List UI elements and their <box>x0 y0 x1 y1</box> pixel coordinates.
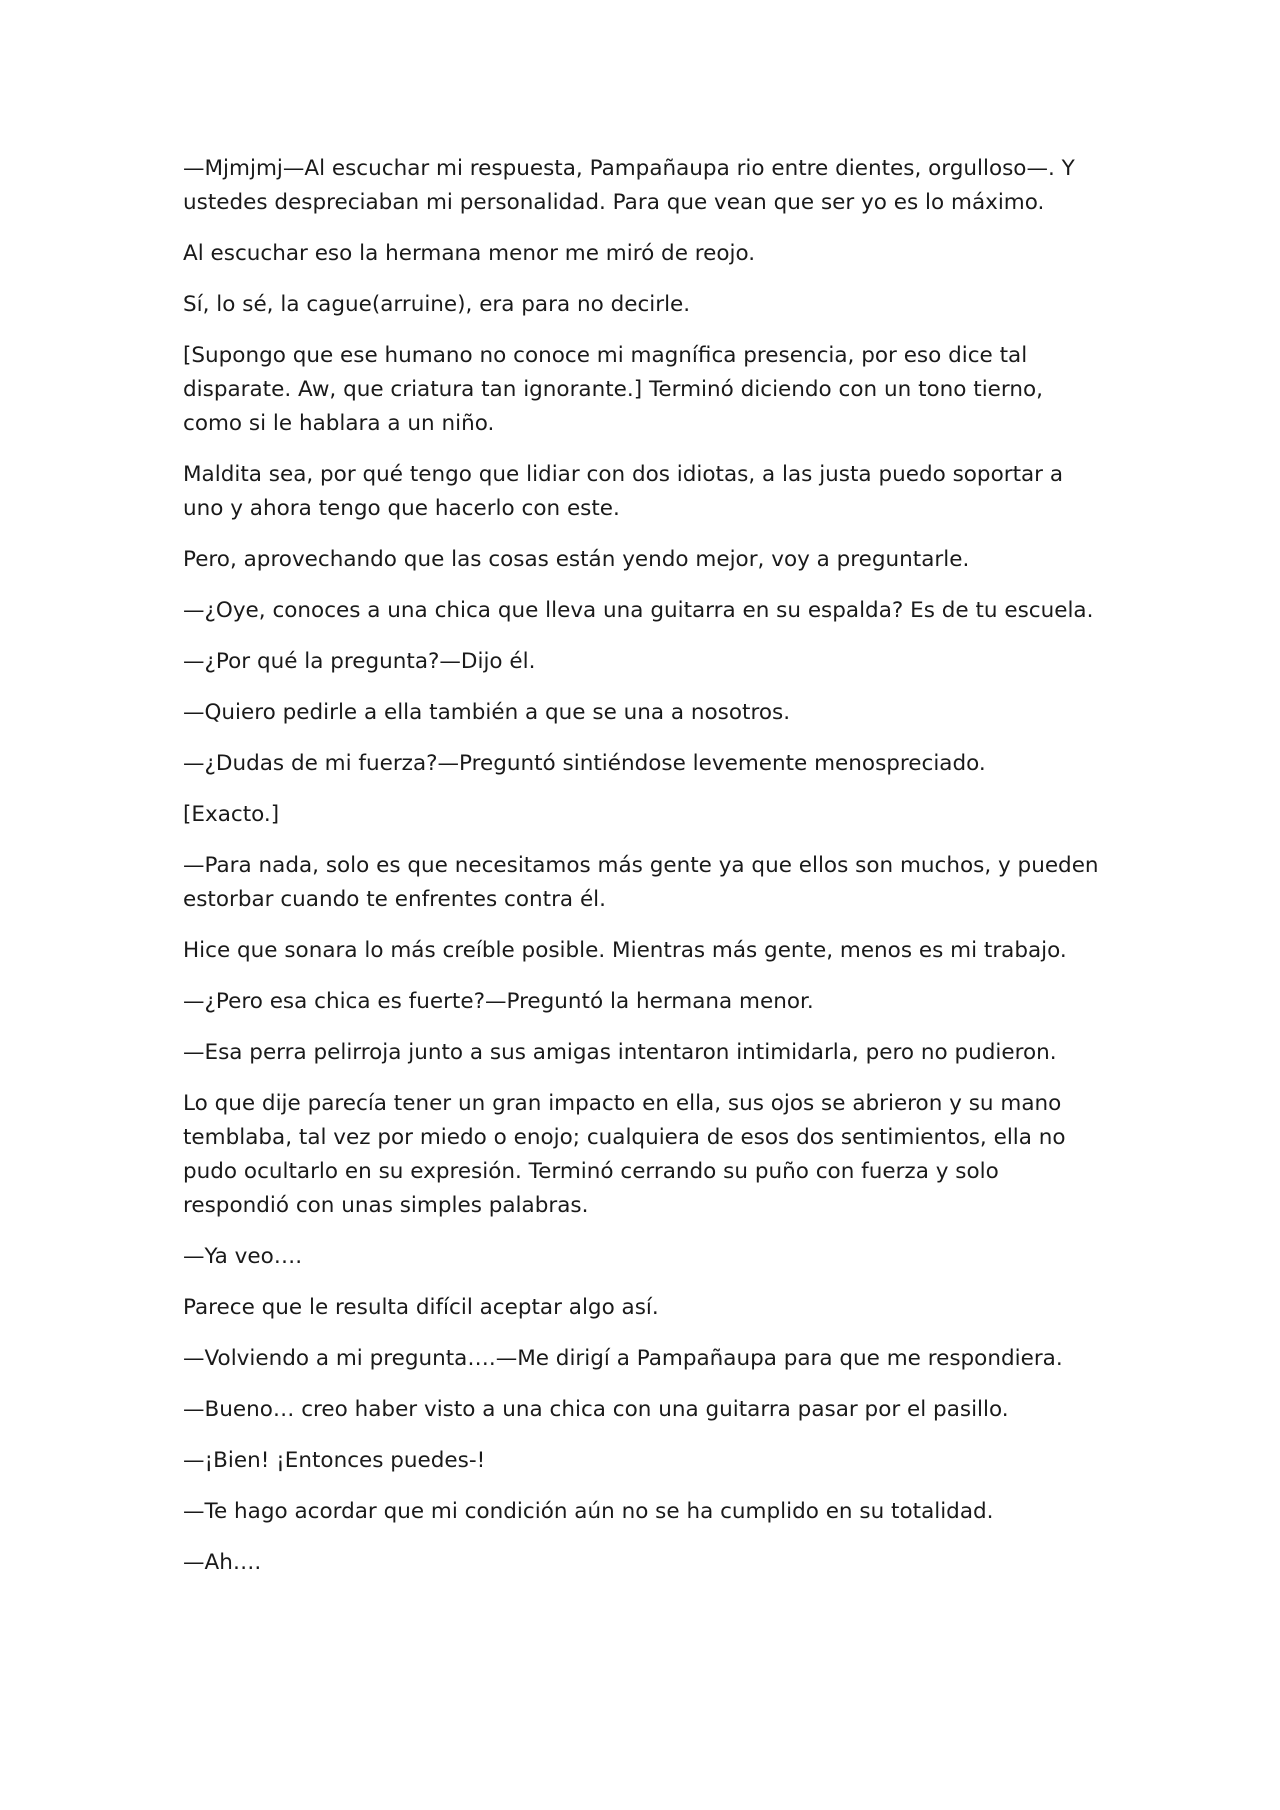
paragraph: —Ah…. <box>183 1550 262 1575</box>
paragraph: —Mjmjmj—Al escuchar mi respuesta, Pampañaupa rio entre dientes, orgulloso—. Y ustedes despreciaban mi personalidad. Para que vean que ser yo es lo máximo. <box>183 156 1075 215</box>
paragraph: Sí, lo sé, la cague(arruine), era para no decirle. <box>183 292 691 317</box>
document-body <box>183 152 1108 1597</box>
paragraph: —Quiero pedirle a ella también a que se una a nosotros. <box>183 700 791 725</box>
paragraph: —¿Dudas de mi fuerza?—Preguntó sintiéndose levemente menospreciado. <box>183 751 986 776</box>
paragraph: —¡Bien! ¡Entonces puedes-! <box>183 1448 486 1473</box>
paragraph: Parece que le resulta difícil aceptar algo así. <box>183 1295 659 1320</box>
paragraph: —Ya veo…. <box>183 1244 303 1269</box>
paragraph: —Esa perra pelirroja junto a sus amigas intentaron intimidarla, pero no pudieron. <box>183 1040 1057 1065</box>
paragraph: —Para nada, solo es que necesitamos más gente ya que ellos son muchos, y pueden estorbar cuando te enfrentes contra él. <box>183 853 1099 912</box>
paragraph: Hice que sonara lo más creíble posible. Mientras más gente, menos es mi trabajo. <box>183 938 1067 963</box>
paragraph: Pero, aprovechando que las cosas están yendo mejor, voy a preguntarle. <box>183 547 970 572</box>
paragraph: —Bueno… creo haber visto a una chica con una guitarra pasar por el pasillo. <box>183 1397 1009 1422</box>
paragraph: —¿Oye, conoces a una chica que lleva una guitarra en su espalda? Es de tu escuela. <box>183 598 1094 623</box>
paragraph: Lo que dije parecía tener un gran impacto en ella, sus ojos se abrieron y su mano temblaba, tal vez por miedo o enojo; cualquiera de esos dos sentimientos, ella no pudo ocultarlo en su expresión. Terminó cerrando su puño con fuerza y solo respondió con unas simples palabras. <box>183 1091 1066 1218</box>
paragraph: —Te hago acordar que mi condición aún no se ha cumplido en su totalidad. <box>183 1499 994 1524</box>
paragraph: Al escuchar eso la hermana menor me miró de reojo. <box>183 241 756 266</box>
paragraph: —¿Por qué la pregunta?—Dijo él. <box>183 649 536 674</box>
paragraph: —¿Pero esa chica es fuerte?—Preguntó la hermana menor. <box>183 989 814 1014</box>
paragraph: —Volviendo a mi pregunta….—Me dirigí a Pampañaupa para que me respondiera. <box>183 1346 1063 1371</box>
paragraph: [Supongo que ese humano no conoce mi magnífica presencia, por eso dice tal disparate. Aw, que criatura tan ignorante.] Terminó diciendo con un tono tierno, como si le hablara a un niño. <box>183 343 1043 436</box>
paragraph: [Exacto.] <box>183 802 280 827</box>
paragraph: Maldita sea, por qué tengo que lidiar con dos idiotas, a las justa puedo soportar a uno y ahora tengo que hacerlo con este. <box>183 462 1064 521</box>
